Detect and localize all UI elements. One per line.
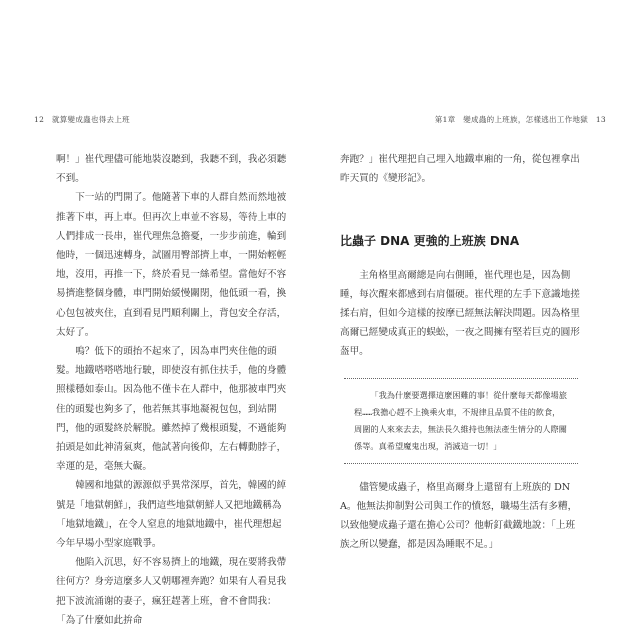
page-header-left: 12 就算變成蟲也得去上班: [34, 115, 130, 124]
paragraph: 儘管變成蟲子，格里高爾身上還留有上班族的 DNA。他無法抑制對公司與工作的憤怒，職場生活有多糟，以致他變成蟲子還在擔心公司？他斬釘截鐵地說：「上班族之所以變蠢，都是因為睡眠不足。」: [340, 481, 578, 551]
page-header-right: 第1章 變成蟲的上班族，怎樣逃出工作地獄 13: [434, 115, 606, 124]
paragraph: 韓國和地獄的源源似乎異常深厚，首先，韓國的綽號是「地獄朝鮮」，我們這些地獄朝鮮人又把地鐵稱為「地獄地鐵」，在令人窒息的地獄地鐵中，崔代理想起今年早場小型家庭戰爭。: [56, 480, 287, 550]
paragraph: 嗚？低下的頭抬不起來了，因為車門夾住他的頭髮。地鐵嗒嗒嗒地行駛，即使沒有抓住扶手，他的身體照樣穩如泰山。因為他不僅卡在人群中，他那被車門夾住的頭髮也夠多了，他若無其事地凝視包包，到站開門，他的頭髮終於解脫。雖然掉了幾根頭髮，不過能夠拍頭是如此神清氣爽，他試著向後仰，左右轉動脖子，幸運的是，毫無大礙。: [56, 346, 287, 473]
paragraph: 下一站的門開了。他隨著下車的人群自然而然地被推著下車，再上車。但再次上車並不容易，等待上車的人們排成一長串，崔代理焦急擔憂，一步步前進，輪到他時，一個迅速轉身，試圖用臀部擠上車，一開始輕輕地，沒用，再推一下，終於看見一絲希望。當他好不容易擠進整個身體，車門開始緩慢關閉，他低頭一看，換心包包被夾住，直到看見門順利關上，背包安全存活，太好了。: [56, 192, 287, 338]
paragraph: 他陷入沉思，好不容易擠上的地鐵，現在要將我帶往何方？身旁這麼多人又朝哪裡奔跑？如果有人看見我把下波流涌谢的妻子，瘋狂趕著上班，會不會問我：「為了什麼如此拚命: [56, 557, 287, 626]
right-page-text: [340, 150, 582, 554]
paragraph: 奔跑？」崔代理把自己埋入地鐵車廂的一角，從包裡拿出昨天買的《變形記》。: [340, 154, 580, 185]
left-page-text: [56, 150, 288, 630]
section-heading: 比蟲子 DNA 更強的上班族 DNA: [340, 234, 520, 249]
quote-text: 「我為什麼要選擇這麼困難的事！從什麼每天都像場旅程……我擔心趕不上換乘火車，不規律且品質不佳的飲食，周圍的人來來去去，無法長久維持也無法產生情分的人際關係等。真希望魔鬼出現，消滅這一切！」: [354, 389, 567, 451]
paragraph: 啊！」崔代理儘可能地裝沒聽到，我聽不到，我必須聽不到。: [56, 154, 287, 185]
quote-box: [344, 378, 578, 464]
paragraph: 主角格里高爾總是向右側睡，崔代理也是，因為側睡，每次醒來都感到右肩僵硬。崔代理的左手下意識地搓揉右肩，但如今這樣的按摩已經無法解決問題。因為格里高爾已經變成真正的蜈蚣，一夜之間擁有堅若巨克的圓形盔甲。: [340, 269, 580, 358]
